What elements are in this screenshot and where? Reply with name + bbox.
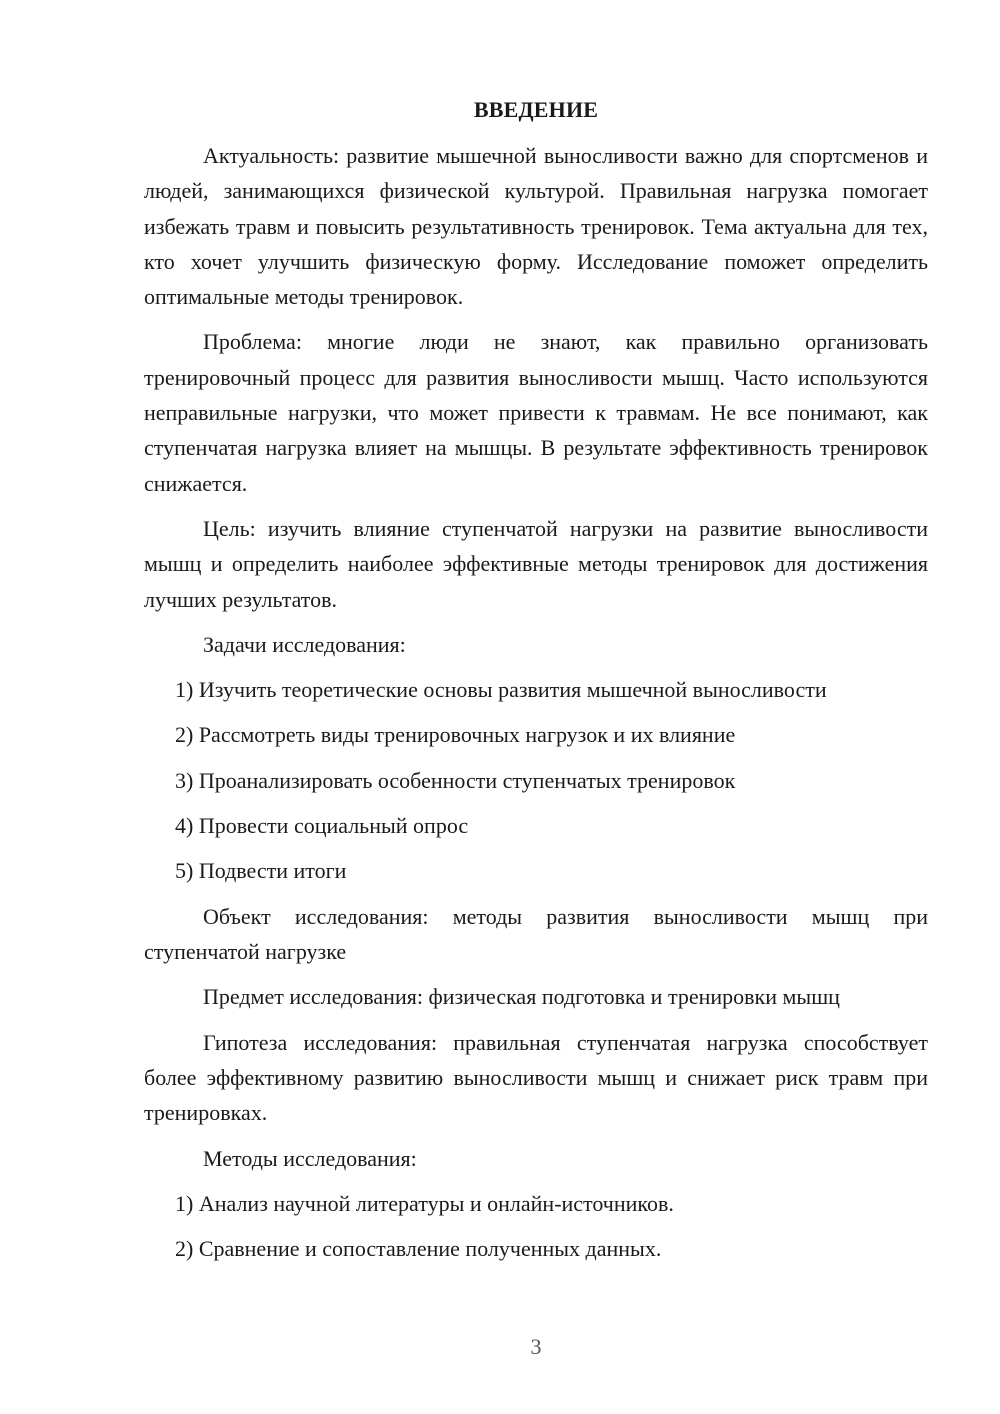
tasks-heading: Задачи исследования: [203, 631, 406, 657]
list-item: 5) Подвести итоги [175, 858, 347, 884]
list-item: 3) Проанализировать особенности ступенчатых тренировок [175, 767, 736, 793]
relevance-paragraph: Актуальность: развитие мышечной выносливости важно для спортсменов и людей, занимающихся физической культурой. Правильная нагрузка помогает избежать травм и повысить результативность тренировок. Тема актуальна для тех, кто хочет улучшить физическую форму. Исследование поможет определить оптимальные методы тренировок. [144, 143, 928, 310]
page-number: 3 [530, 1334, 542, 1359]
hypothesis-paragraph: Гипотеза исследования: правильная ступенчатая нагрузка способствует более эффективному развитию выносливости мышц и снижает риск травм при тренировках. [144, 1029, 928, 1126]
list-item: 1) Анализ научной литературы и онлайн-источников. [175, 1190, 674, 1216]
section-title: ВВЕДЕНИЕ [473, 97, 599, 122]
object-paragraph: Объект исследования: методы развития выносливости мышц при ступенчатой нагрузке [144, 903, 928, 965]
methods-list [144, 1186, 928, 1266]
list-item: 4) Провести социальный опрос [175, 813, 469, 839]
document-page [144, 90, 928, 1276]
subject-paragraph: Предмет исследования: физическая подготовка и тренировки мышц [203, 984, 840, 1010]
list-item: 2) Рассмотреть виды тренировочных нагрузок и их влияние [175, 722, 736, 748]
goal-paragraph: Цель: изучить влияние ступенчатой нагрузки на развитие выносливости мышц и определить наиболее эффективные методы тренировок для достижения лучших результатов. [144, 515, 928, 612]
list-item: 1) Изучить теоретические основы развития мышечной выносливости [175, 676, 827, 702]
list-item: 2) Сравнение и сопоставление полученных данных. [175, 1235, 662, 1261]
tasks-list [144, 672, 928, 889]
methods-heading: Методы исследования: [203, 1145, 417, 1171]
problem-paragraph: Проблема: многие люди не знают, как правильно организовать тренировочный процесс для развития выносливости мышц. Часто используются неправильные нагрузки, что может привести к травмам. Не все понимают, как ступенчатая нагрузка влияет на мышцы. В результате эффективность тренировок снижается. [144, 329, 928, 496]
